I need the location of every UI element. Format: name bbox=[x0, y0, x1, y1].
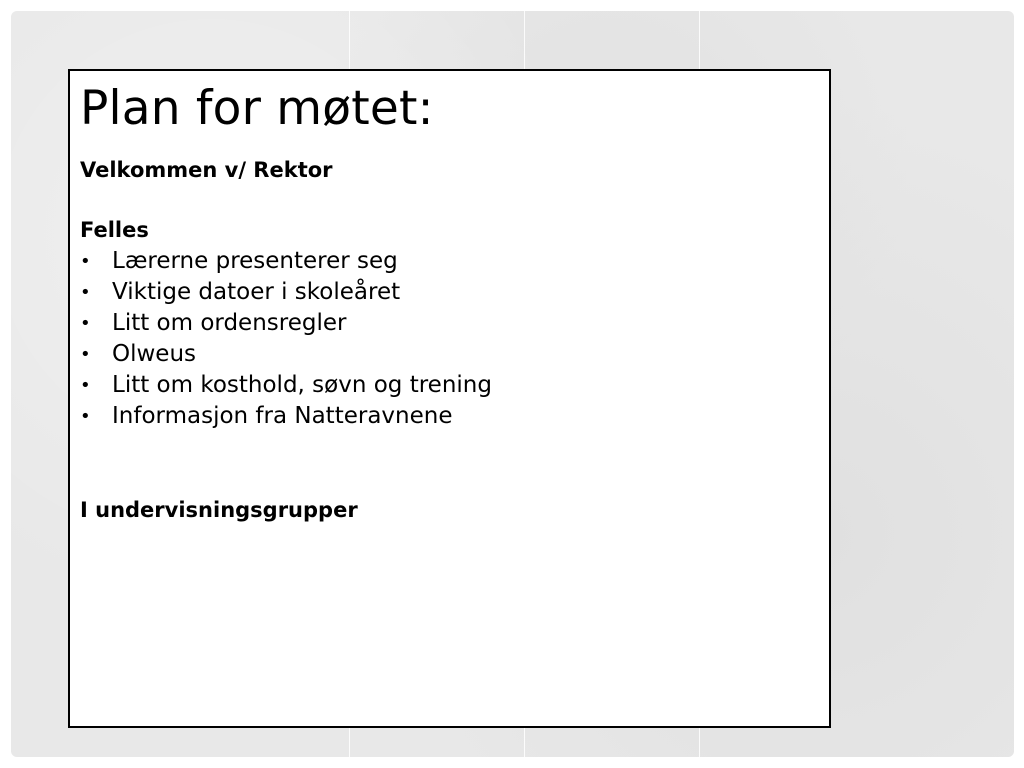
slide-title: Plan for møtet: bbox=[80, 81, 434, 136]
bullet-icon: • bbox=[80, 406, 91, 427]
common-section-heading: Felles bbox=[80, 218, 149, 242]
groups-section-heading: I undervisningsgrupper bbox=[80, 498, 358, 522]
list-item bbox=[80, 339, 819, 370]
bullet-icon: • bbox=[80, 375, 91, 396]
list-item-text: Litt om kosthold, søvn og trening bbox=[112, 372, 492, 398]
list-item-text: Litt om ordensregler bbox=[112, 310, 347, 336]
list-item-text: Informasjon fra Natteravnene bbox=[112, 403, 453, 429]
list-item bbox=[80, 277, 819, 308]
bullet-icon: • bbox=[80, 344, 91, 365]
welcome-heading: Velkommen v/ Rektor bbox=[80, 158, 333, 182]
list-item bbox=[80, 246, 819, 277]
list-item bbox=[80, 370, 819, 401]
list-item-text: Lærerne presenterer seg bbox=[112, 248, 398, 274]
common-agenda-list bbox=[80, 246, 819, 432]
bullet-icon: • bbox=[80, 251, 91, 272]
list-item bbox=[80, 308, 819, 339]
slide-content-box bbox=[68, 69, 831, 728]
list-item-text: Olweus bbox=[112, 341, 197, 367]
bullet-icon: • bbox=[80, 313, 91, 334]
list-item-text: Viktige datoer i skoleåret bbox=[112, 279, 401, 305]
list-item bbox=[80, 401, 819, 432]
bullet-icon: • bbox=[80, 282, 91, 303]
